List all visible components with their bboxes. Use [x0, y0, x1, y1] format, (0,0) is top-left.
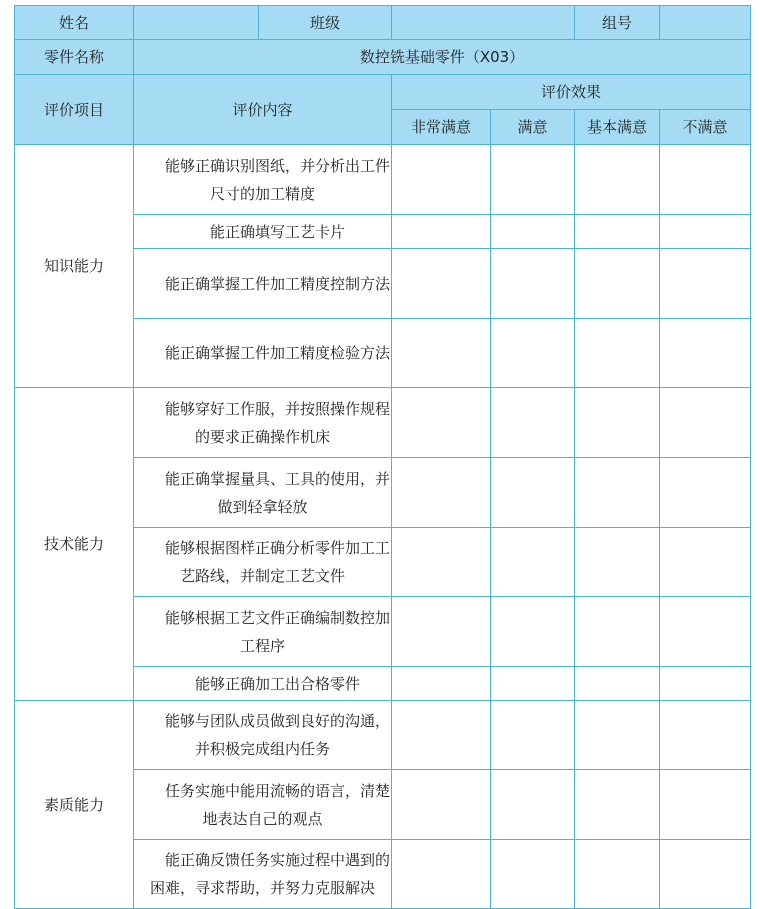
- rating-cell[interactable]: [660, 667, 751, 701]
- rating-cell[interactable]: [392, 528, 491, 597]
- rating-cell[interactable]: [491, 458, 575, 528]
- rating-cell[interactable]: [575, 249, 660, 319]
- rating-cell[interactable]: [660, 528, 751, 597]
- rating-cell[interactable]: [392, 388, 491, 458]
- rating-cell[interactable]: [491, 770, 575, 840]
- rating-cell[interactable]: [491, 249, 575, 319]
- rating-cell[interactable]: [392, 145, 491, 215]
- content-cell: [134, 319, 392, 388]
- content-text: 能够根据工艺文件正确编制数控加工程序: [164, 608, 390, 655]
- content-cell: [134, 840, 392, 909]
- category-quality: 素质能力: [15, 701, 134, 909]
- rating-cell[interactable]: [392, 319, 491, 388]
- rating-cell[interactable]: [491, 667, 575, 701]
- class-value-field[interactable]: [392, 6, 575, 40]
- content-text: 能正确掌握量具、工具的使用，并做到轻拿轻放: [164, 469, 390, 516]
- content-text: 任务实施中能用流畅的语言，清楚地表达自己的观点: [164, 781, 390, 828]
- content-text: 能够正确识别图纸，并分析出工件尺寸的加工精度: [164, 156, 390, 203]
- rating-cell[interactable]: [491, 597, 575, 667]
- rating-cell[interactable]: [575, 319, 660, 388]
- group-value-field[interactable]: [660, 6, 751, 40]
- rating-cell[interactable]: [660, 145, 751, 215]
- content-text: 能够正确加工出合格零件: [194, 674, 360, 693]
- rating-cell[interactable]: [491, 145, 575, 215]
- content-text: 能正确填写工艺卡片: [209, 222, 345, 241]
- content-cell: [134, 249, 392, 319]
- content-header: 评价内容: [134, 75, 392, 145]
- rating-cell[interactable]: [660, 388, 751, 458]
- content-cell: [134, 215, 392, 249]
- name-value-field[interactable]: [134, 6, 259, 40]
- rating-cell[interactable]: [491, 388, 575, 458]
- rating-cell[interactable]: [575, 215, 660, 249]
- content-text: 能正确反馈任务实施过程中遇到的困难，寻求帮助，并努力克服解决: [149, 851, 390, 897]
- rating-cell[interactable]: [660, 215, 751, 249]
- content-text: 能正确掌握工件加工精度控制方法: [164, 274, 390, 293]
- rating-cell[interactable]: [491, 840, 575, 909]
- content-text: 能正确掌握工件加工精度检验方法: [164, 344, 390, 362]
- category-knowledge: 知识能力: [15, 145, 134, 388]
- rating-cell[interactable]: [575, 770, 660, 840]
- rating-cell[interactable]: [660, 597, 751, 667]
- rating-cell[interactable]: [575, 458, 660, 528]
- group-label: 组号: [575, 6, 660, 40]
- rating-cell[interactable]: [392, 701, 491, 770]
- rating-cell[interactable]: [491, 215, 575, 249]
- content-cell: [134, 701, 392, 770]
- evaluation-table: [14, 5, 751, 909]
- name-label: 姓名: [15, 6, 134, 40]
- rating-cell[interactable]: [575, 667, 660, 701]
- rating-cell[interactable]: [491, 528, 575, 597]
- rating-cell[interactable]: [575, 840, 660, 909]
- content-text: 能够与团队成员做到良好的沟通，并积极完成组内任务: [164, 712, 390, 758]
- rating-cell[interactable]: [392, 597, 491, 667]
- rating-cell[interactable]: [392, 840, 491, 909]
- rating-cell[interactable]: [660, 458, 751, 528]
- rating-cell[interactable]: [660, 840, 751, 909]
- content-text: 能够穿好工作服，并按照操作规程的要求正确操作机床: [164, 399, 390, 446]
- rating-cell[interactable]: [575, 597, 660, 667]
- rating-cell[interactable]: [575, 701, 660, 770]
- content-cell: [134, 667, 392, 701]
- rating-cell[interactable]: [660, 770, 751, 840]
- rating-cell[interactable]: [392, 458, 491, 528]
- item-header: 评价项目: [15, 75, 134, 145]
- level-header-basically-satisfied: 基本满意: [575, 110, 660, 145]
- rating-cell[interactable]: [392, 249, 491, 319]
- content-cell: [134, 145, 392, 215]
- part-name-value: 数控铣基础零件（X03）: [134, 40, 751, 75]
- content-text: 能够根据图样正确分析零件加工工艺路线，并制定工艺文件: [164, 539, 390, 585]
- content-cell: [134, 528, 392, 597]
- rating-cell[interactable]: [660, 701, 751, 770]
- content-cell: [134, 597, 392, 667]
- rating-cell[interactable]: [575, 388, 660, 458]
- rating-cell[interactable]: [660, 319, 751, 388]
- category-technical: 技术能力: [15, 388, 134, 701]
- level-header-unsatisfied: 不满意: [660, 110, 751, 145]
- content-cell: [134, 388, 392, 458]
- effect-header: 评价效果: [392, 75, 751, 110]
- rating-cell[interactable]: [392, 215, 491, 249]
- content-cell: [134, 770, 392, 840]
- content-cell: [134, 458, 392, 528]
- rating-cell[interactable]: [660, 249, 751, 319]
- level-header-satisfied: 满意: [491, 110, 575, 145]
- rating-cell[interactable]: [491, 701, 575, 770]
- rating-cell[interactable]: [392, 770, 491, 840]
- rating-cell[interactable]: [575, 528, 660, 597]
- rating-cell[interactable]: [491, 319, 575, 388]
- class-label: 班级: [259, 6, 392, 40]
- rating-cell[interactable]: [575, 145, 660, 215]
- part-name-label: 零件名称: [15, 40, 134, 75]
- rating-cell[interactable]: [392, 667, 491, 701]
- level-header-very-satisfied: 非常满意: [392, 110, 491, 145]
